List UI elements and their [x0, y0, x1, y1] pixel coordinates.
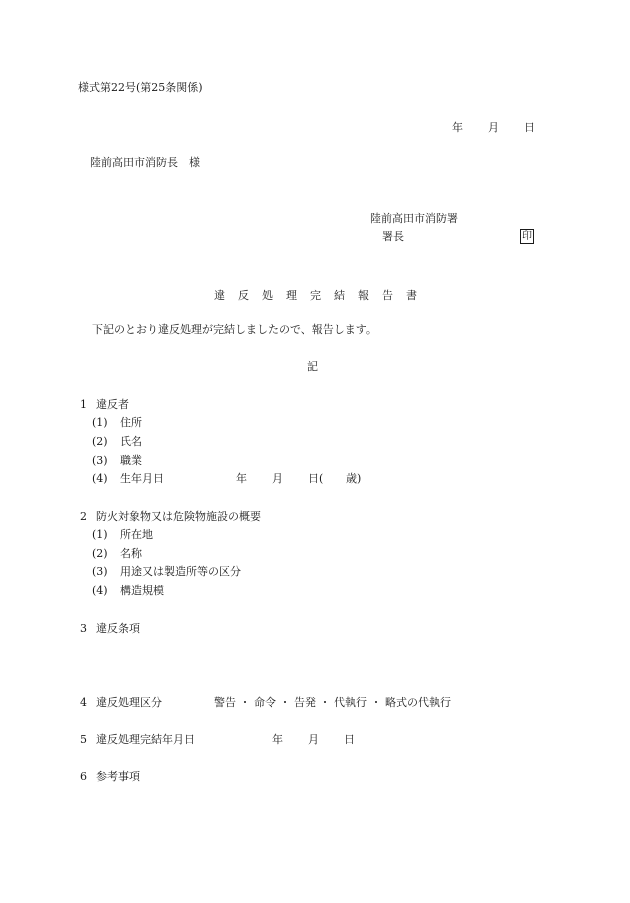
section-2-item-1-number: (1) [92, 528, 108, 541]
section-2-item-3-number: (3) [92, 565, 108, 578]
form-number: 様式第22号(第25条関係) [78, 81, 203, 94]
birth-year-label: 年 [236, 472, 247, 485]
completion-day-label: 日 [344, 733, 355, 746]
section-1-item-3-number: (3) [92, 454, 108, 467]
sender-org: 陸前高田市消防署 [370, 212, 458, 225]
seal-mark: 印 [522, 231, 532, 242]
section-1-item-1-label: 住所 [120, 416, 142, 429]
section-2-item-2-label: 名称 [120, 547, 142, 560]
section-1-label: 違反者 [96, 398, 129, 411]
date-day-label: 日 [524, 121, 535, 134]
birth-month-label: 月 [272, 472, 283, 485]
title-char: 違 [214, 289, 225, 302]
completion-year-label: 年 [272, 733, 283, 746]
section-1-item-4-label: 生年月日 [120, 472, 164, 485]
disposition-options: 警告 ・ 命令 ・ 告発 ・ 代執行 ・ 略式の代執行 [214, 696, 451, 709]
section-1-item-1-number: (1) [92, 416, 108, 429]
section-2-label: 防火対象物又は危険物施設の概要 [96, 510, 261, 523]
section-3-number: 3 [80, 622, 87, 635]
title-char: 処 [262, 289, 273, 302]
section-2-item-4-label: 構造規模 [120, 584, 164, 597]
date-month-label: 月 [488, 121, 499, 134]
title-char: 書 [406, 289, 417, 302]
title-char: 完 [310, 289, 321, 302]
section-1-item-4-number: (4) [92, 472, 108, 485]
section-2-number: 2 [80, 510, 87, 523]
section-4-label: 違反処理区分 [96, 696, 162, 709]
section-2-item-3-label: 用途又は製造所等の区分 [120, 565, 241, 578]
ki-heading: 記 [307, 360, 318, 373]
date-year-label: 年 [452, 121, 463, 134]
section-1-item-3-label: 職業 [120, 454, 142, 467]
title-char: 反 [238, 289, 249, 302]
title-char: 告 [382, 289, 393, 302]
section-2-item-4-number: (4) [92, 584, 108, 597]
section-5-label: 違反処理完結年月日 [96, 733, 195, 746]
title-char: 理 [286, 289, 297, 302]
section-6-number: 6 [80, 770, 87, 783]
title-char: 結 [334, 289, 345, 302]
sender-title: 署長 [382, 230, 404, 243]
section-1-number: 1 [80, 398, 87, 411]
section-1-item-2-number: (2) [92, 435, 108, 448]
age-label: 歳) [346, 472, 362, 485]
section-4-number: 4 [80, 696, 87, 709]
report-date [452, 119, 542, 133]
birth-day-label: 日( [308, 472, 324, 485]
section-2-item-1-label: 所在地 [120, 528, 153, 541]
document-title [214, 287, 417, 302]
completion-month-label: 月 [308, 733, 319, 746]
section-2-item-2-number: (2) [92, 547, 108, 560]
section-1-item-2-label: 氏名 [120, 435, 142, 448]
intro-text: 下記のとおり違反処理が完結しましたので、報告します。 [92, 323, 377, 336]
section-3-label: 違反条項 [96, 622, 140, 635]
section-5-number: 5 [80, 733, 87, 746]
section-6-label: 参考事項 [96, 770, 140, 783]
addressee: 陸前高田市消防長 様 [90, 156, 200, 169]
title-char: 報 [358, 289, 369, 302]
